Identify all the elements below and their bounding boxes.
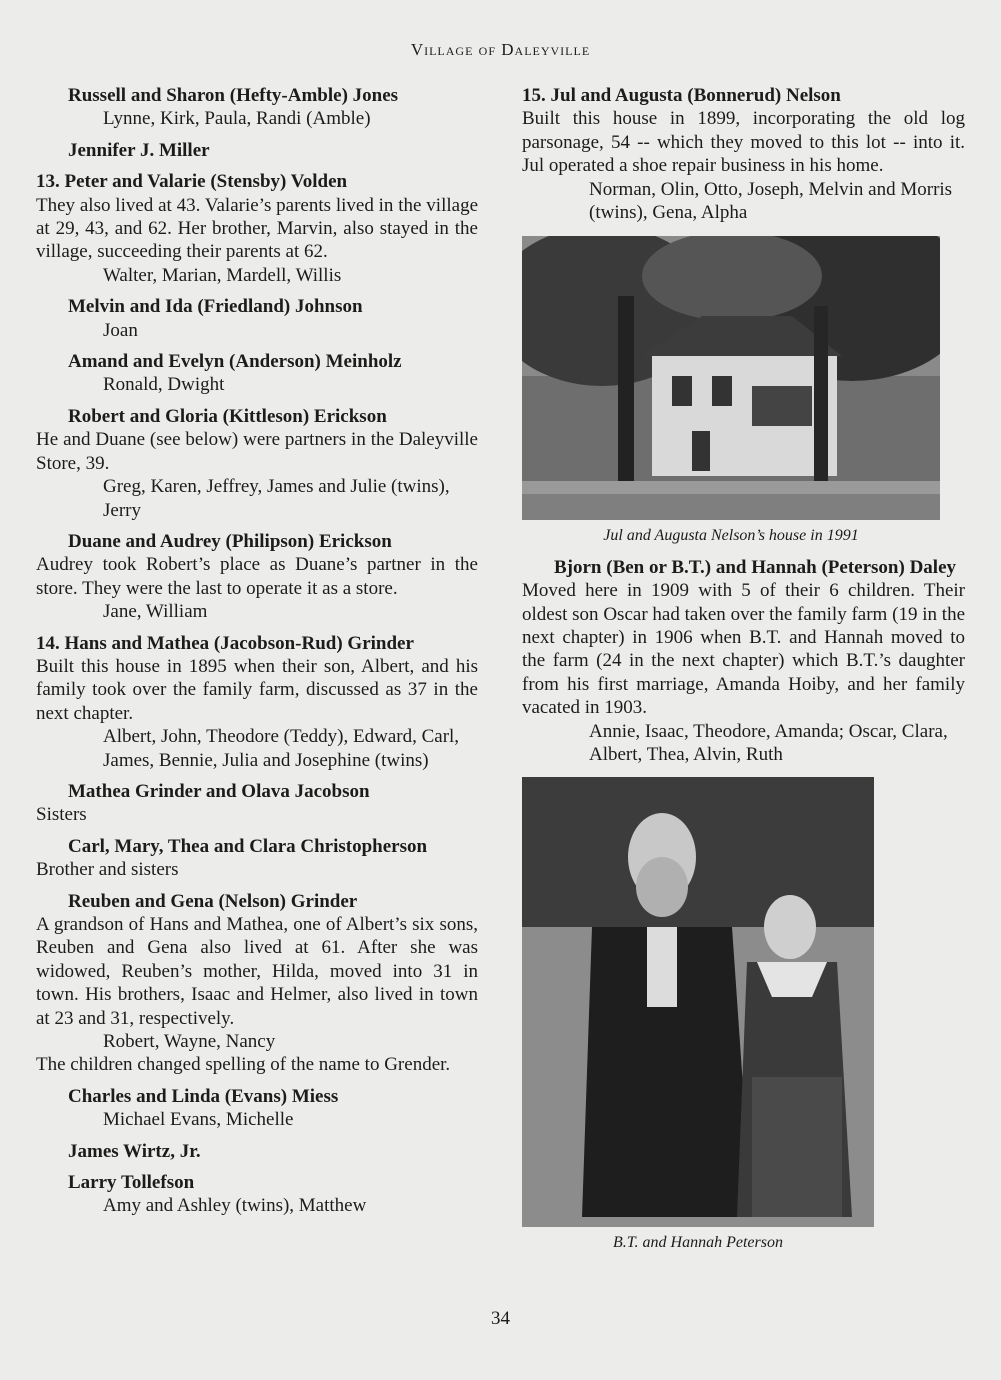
entry-children: Lynne, Kirk, Paula, Randi (Amble)	[103, 108, 371, 130]
page-number: 34	[491, 1308, 510, 1329]
couple-photo	[522, 777, 874, 1227]
entry-nelson	[522, 84, 965, 224]
entry-christopherson	[36, 835, 478, 882]
entry-children: Annie, Isaac, Theodore, Amanda; Oscar, Clara, Albert, Thea, Alvin, Ruth	[589, 720, 948, 766]
entry-description: A grandson of Hans and Mathea, one of Albert’s six sons, Reuben and Gena also lived at 61. After she was widowed, Reuben’s mother, Hilda, moved into 31 in town. His brothers, Isaac and Helmer, also lived in town at 23 and 31, respectively.	[36, 914, 478, 1029]
house-photo	[522, 236, 940, 520]
entry-heading: Carl, Mary, Thea and Clara Christopherson	[68, 835, 428, 857]
entry-children: Amy and Ashley (twins), Matthew	[103, 1195, 367, 1217]
entry-children: Albert, John, Theodore (Teddy), Edward, Carl, James, Bennie, Julia and Josephine (twins)	[103, 726, 460, 771]
entry-description: Audrey took Robert’s place as Duane’s partner in the store. They were the last to operate it as a store.	[36, 554, 478, 599]
entry-heading: Mathea Grinder and Olava Jacobson	[68, 780, 370, 802]
entry-heading: 13. Peter and Valarie (Stensby) Volden	[36, 171, 348, 193]
couple-photo-caption: B.T. and Hannah Peterson	[613, 1233, 783, 1251]
entry-daley	[522, 556, 965, 767]
entry-description: Built this house in 1899, incorporating the old log parsonage, 54 -- which they moved to this lot -- into it. Jul operated a shoe repair business in his home.	[522, 108, 965, 177]
entry-grinder-jacobson	[36, 780, 478, 827]
running-header	[0, 40, 1001, 60]
entry-miller	[36, 139, 478, 162]
entry-heading: Bjorn (Ben or B.T.) and Hannah (Peterson) Daley	[554, 556, 956, 578]
entry-description: Sisters	[36, 804, 87, 826]
entry-description: They also lived at 43. Valarie’s parents lived in the village at 29, 43, and 62. Her brother, Marvin, also stayed in the village, succeeding their parents at 62.	[36, 194, 478, 263]
entry-jones	[36, 84, 478, 131]
couple-photo-illustration	[522, 777, 874, 1227]
entry-grinder	[36, 632, 478, 772]
entry-description: Built this house in 1895 when their son, Albert, and his family took over the family farm, discussed as 37 in the next chapter.	[36, 655, 478, 724]
entry-heading: James Wirtz, Jr.	[68, 1140, 201, 1162]
entry-heading: Robert and Gloria (Kittleson) Erickson	[68, 405, 387, 427]
entry-note: The children changed spelling of the name to Grender.	[36, 1054, 451, 1076]
entry-heading: Charles and Linda (Evans) Miess	[68, 1085, 339, 1107]
entry-children: Norman, Olin, Otto, Joseph, Melvin and Morris (twins), Gena, Alpha	[589, 178, 953, 224]
left-column	[36, 84, 478, 1226]
entry-children: Michael Evans, Michelle	[103, 1109, 294, 1131]
entry-wirtz	[36, 1140, 478, 1163]
house-photo-illustration	[522, 236, 940, 520]
entry-heading: Amand and Evelyn (Anderson) Meinholz	[68, 351, 402, 373]
entry-meinholz	[36, 350, 478, 397]
house-photo-caption: Jul and Augusta Nelson’s house in 1991	[603, 527, 859, 545]
entry-heading: Jennifer J. Miller	[68, 139, 210, 161]
entry-description: Moved here in 1909 with 5 of their 6 children. Their oldest son Oscar had taken over the family farm (19 in the next chapter) in 1906 when B.T. and Hannah moved to the farm (24 in the next chapter) which B.T.’s daughter from his first marriage, Amanda Hoiby, and her family vacated in 1903.	[522, 580, 965, 719]
entry-heading: Larry Tollefson	[68, 1172, 195, 1194]
entry-children: Robert, Wayne, Nancy	[103, 1031, 276, 1053]
entry-heading: Melvin and Ida (Friedland) Johnson	[68, 296, 363, 318]
right-column	[522, 84, 965, 1262]
entry-description: He and Duane (see below) were partners in the Daleyville Store, 39.	[36, 429, 478, 474]
entry-robert-erickson	[36, 405, 478, 522]
entry-children: Joan	[103, 319, 138, 341]
entry-tollefson	[36, 1171, 478, 1218]
entry-description: Brother and sisters	[36, 859, 179, 881]
entry-heading: Reuben and Gena (Nelson) Grinder	[68, 890, 358, 912]
entry-miess	[36, 1085, 478, 1132]
entry-children: Greg, Karen, Jeffrey, James and Julie (twins), Jerry	[103, 476, 450, 521]
entry-johnson	[36, 295, 478, 342]
entry-children: Jane, William	[103, 601, 208, 623]
running-header-text: Village of Daleyville	[410, 40, 591, 59]
entry-volden	[36, 170, 478, 287]
entry-children: Ronald, Dwight	[103, 374, 225, 396]
entry-heading: Russell and Sharon (Hefty-Amble) Jones	[68, 85, 399, 106]
entry-children: Walter, Marian, Mardell, Willis	[103, 264, 342, 286]
entry-heading: Duane and Audrey (Philipson) Erickson	[68, 530, 392, 552]
entry-duane-erickson	[36, 530, 478, 624]
entry-heading: 14. Hans and Mathea (Jacobson-Rud) Grinder	[36, 632, 414, 654]
entry-reuben-grinder	[36, 890, 478, 1077]
entry-heading: 15. Jul and Augusta (Bonnerud) Nelson	[522, 85, 841, 106]
